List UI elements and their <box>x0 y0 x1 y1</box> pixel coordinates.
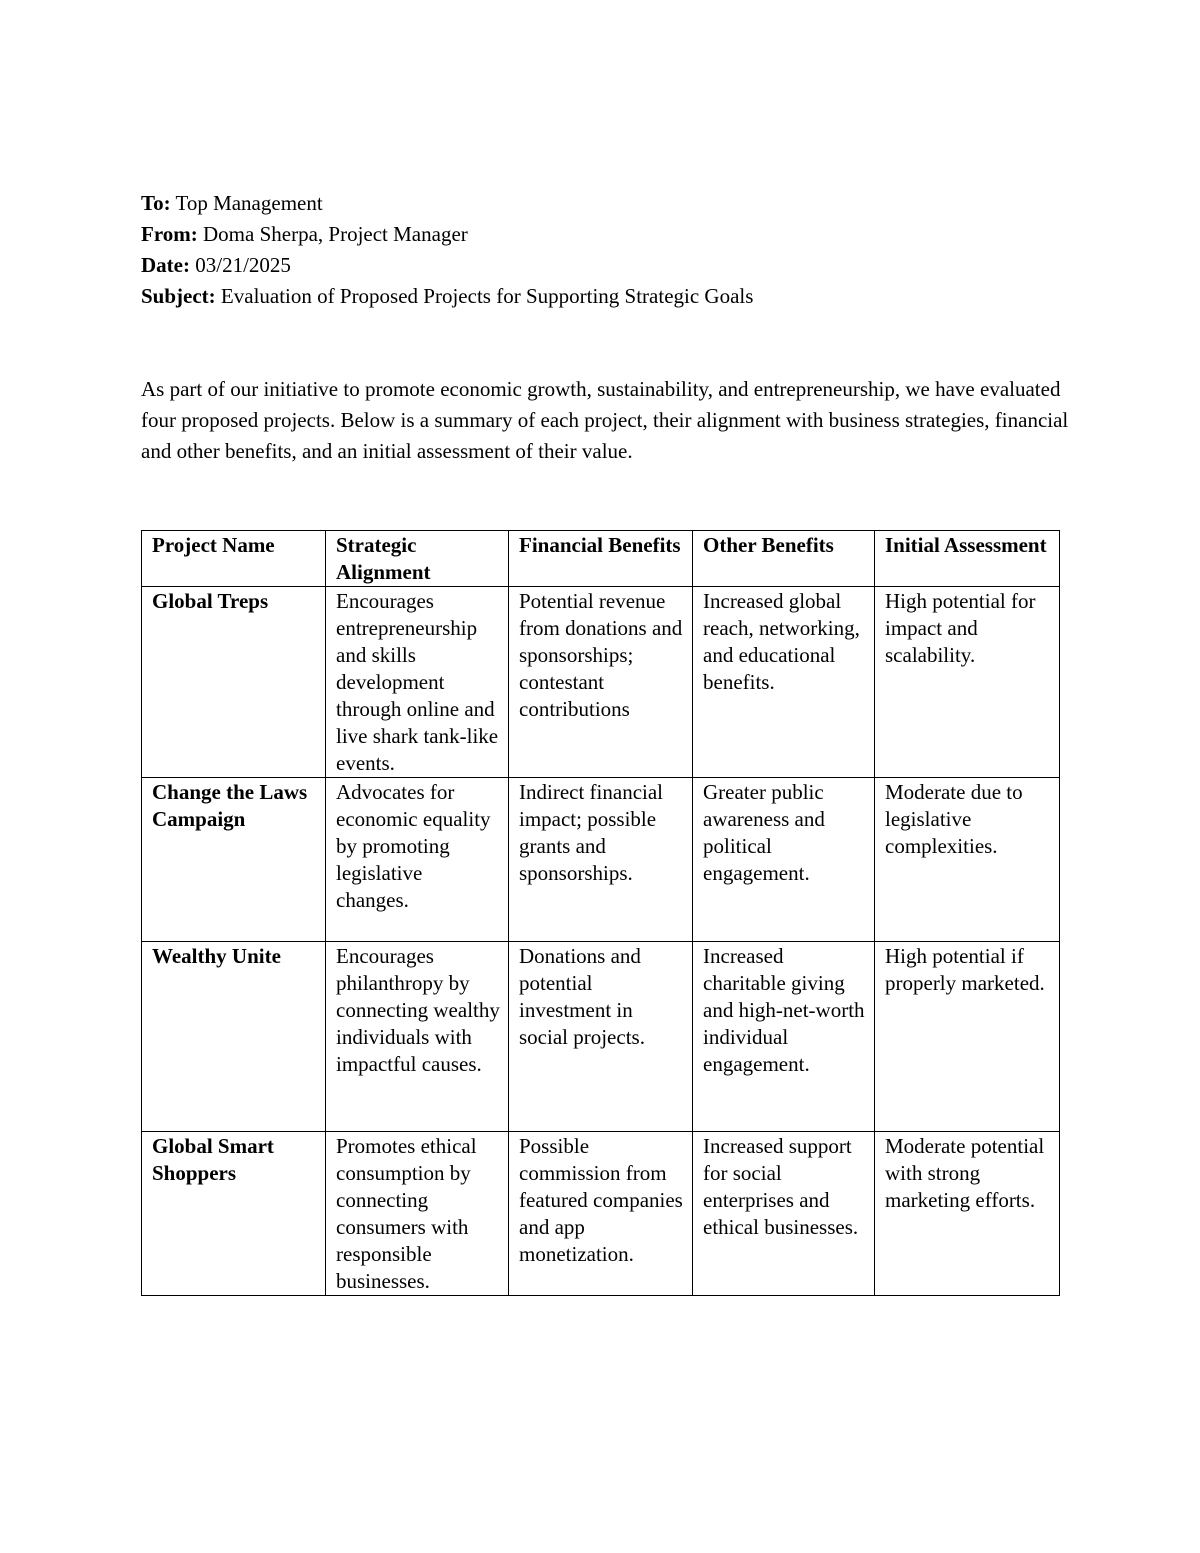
memo-subject-value: Evaluation of Proposed Projects for Supporting Strategic Goals <box>220 284 754 308</box>
cell-other-benefits: Greater public awareness and political engagement. <box>693 778 875 942</box>
cell-strategic-alignment: Advocates for economic equality by promoting legislative changes. <box>326 778 509 942</box>
memo-date-line <box>141 250 753 281</box>
memo-from-label: From: <box>141 222 198 246</box>
cell-financial-benefits: Indirect financial impact; possible grants and sponsorships. <box>509 778 693 942</box>
memo-date-value: 03/21/2025 <box>195 253 291 277</box>
memo-to-line <box>141 188 753 219</box>
header-financial-benefits: Financial Benefits <box>509 531 693 587</box>
header-strategic-alignment: Strategic Alignment <box>326 531 509 587</box>
project-evaluation-table <box>141 530 1060 1296</box>
table-row <box>142 942 1060 1132</box>
table-row <box>142 587 1060 778</box>
memo-subject-line <box>141 281 753 312</box>
cell-project-name: Wealthy Unite <box>142 942 326 1132</box>
cell-initial-assessment: Moderate potential with strong marketing efforts. <box>875 1132 1060 1296</box>
cell-strategic-alignment: Encourages philanthropy by connecting wealthy individuals with impactful causes. <box>326 942 509 1132</box>
cell-project-name: Global Smart Shoppers <box>142 1132 326 1296</box>
cell-initial-assessment: High potential if properly marketed. <box>875 942 1060 1132</box>
memo-header <box>141 188 753 312</box>
memo-date-label: Date: <box>141 253 190 277</box>
cell-other-benefits: Increased charitable giving and high-net-worth individual engagement. <box>693 942 875 1132</box>
cell-financial-benefits: Potential revenue from donations and sponsorships; contestant contributions <box>509 587 693 778</box>
memo-from-line <box>141 219 753 250</box>
memo-to-label: To: <box>141 191 171 215</box>
memo-subject-label: Subject: <box>141 284 216 308</box>
table-row <box>142 778 1060 942</box>
cell-strategic-alignment: Promotes ethical consumption by connecting consumers with responsible businesses. <box>326 1132 509 1296</box>
cell-other-benefits: Increased global reach, networking, and educational benefits. <box>693 587 875 778</box>
table-row <box>142 1132 1060 1296</box>
cell-financial-benefits: Donations and potential investment in social projects. <box>509 942 693 1132</box>
memo-to-value: Top Management <box>175 191 323 215</box>
header-project-name: Project Name <box>142 531 326 587</box>
header-initial-assessment: Initial Assessment <box>875 531 1060 587</box>
table-header-row <box>142 531 1060 587</box>
cell-project-name: Global Treps <box>142 587 326 778</box>
cell-initial-assessment: Moderate due to legislative complexities. <box>875 778 1060 942</box>
cell-project-name: Change the Laws Campaign <box>142 778 326 942</box>
header-other-benefits: Other Benefits <box>693 531 875 587</box>
cell-initial-assessment: High potential for impact and scalability. <box>875 587 1060 778</box>
cell-financial-benefits: Possible commission from featured companies and app monetization. <box>509 1132 693 1296</box>
memo-from-value: Doma Sherpa, Project Manager <box>203 222 468 246</box>
cell-strategic-alignment: Encourages entrepreneurship and skills development through online and live shark tank-like events. <box>326 587 509 778</box>
intro-paragraph: As part of our initiative to promote economic growth, sustainability, and entrepreneurship, we have evaluated four proposed projects. Below is a summary of each project, their alignment with business strategies, financial and other benefits, and an initial assessment of their value. <box>141 377 1069 463</box>
cell-other-benefits: Increased support for social enterprises and ethical businesses. <box>693 1132 875 1296</box>
